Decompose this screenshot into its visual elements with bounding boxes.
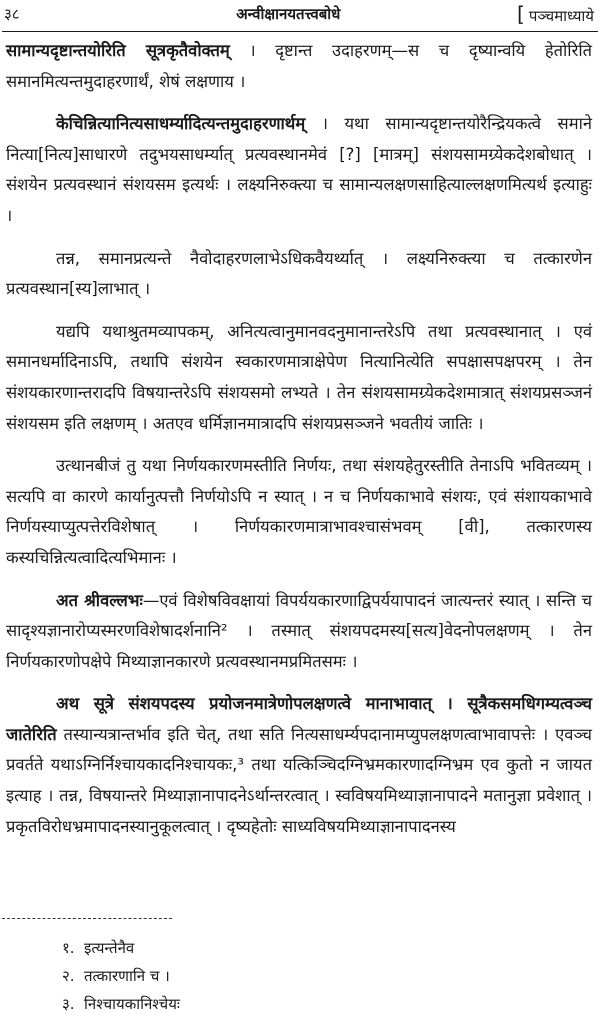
paragraph-text: उत्थानबीजं तु यथा निर्णयकारणमस्तीति निर्णयः, तथा संशयहेतुरस्तीति तेनाऽपि भवितव्यम् । सत्यपि वा कारणे कार्यानुत्पत्तौ निर्णयोऽपि न स्यात् । न च निर्णयकाभावे संशयः, एवं संशायकाभावे निर्णयस्याप्युत्पत्तेरविशेषात् । निर्णयकारणमात्राभावश्चासंभवम् [वी], तत्कारणस्य कस्यचिन्नित्यत्वादित्यभिमानः ।	[6, 456, 592, 567]
footnote-rule	[2, 918, 172, 919]
paragraph-lead: केचिन्नित्यानित्यसाधर्म्यादित्यन्तमुदाहरणार्थम्	[56, 114, 306, 134]
footnote-text: तत्कारणानि च ।	[84, 967, 170, 985]
footnotes	[62, 934, 180, 1018]
footnote-number: २.	[62, 967, 75, 985]
running-title: अन्वीक्षानयतत्त्वबोधे	[236, 5, 341, 23]
paragraph	[6, 244, 592, 305]
paragraph	[6, 317, 592, 439]
main-text	[6, 36, 592, 842]
paragraph-lead: सामान्यदृष्टान्तयोरिति सूत्रकृतैवोक्तम्	[6, 41, 230, 60]
paragraph	[6, 36, 592, 97]
footnote	[62, 934, 180, 962]
paragraph-text: । दृष्टान्त उदाहरणम्—स च दृष्यान्वयि हेतोरिति समानमित्यन्तमुदाहरणार्थं, शेषं लक्षणाय ।	[6, 41, 593, 91]
paragraph	[6, 109, 592, 231]
footnote-text: निश्चायकानिश्चेयः	[84, 995, 180, 1013]
paragraph	[6, 689, 592, 842]
chapter-title-text: पञ्चमाध्याये	[528, 7, 594, 25]
paragraph-text: तस्यान्यत्रान्तर्भाव इति चेत्, तथा सति नित्यसाधर्म्यपदानामप्युपलक्षणत्वाभावापत्तेः । एवञ्च प्रवर्तते यथाऽग्निर्निश्चायकादनिश्चायकः,³ तथा यत्किञ्चिदग्निभ्रमकारणादग्निभ्रम एव कुतो न जायत इत्याह । तन्न, विषयान्तरे मिथ्याज्ञानापादनेऽर्थान्तरत्वात् । स्वविषयमिथ्याज्ञानापादने मतानुज्ञा प्रवेशात् । प्रकृतविरोधभ्रमापादनस्यानुकूलत्वात् । दृष्यहेतोः साध्यविषयमिथ्याज्ञानापादनस्य	[6, 724, 592, 836]
paragraph-lead: अथ सूत्रे संशयपदस्य प्रयोजनमात्रेणोपलक्षणत्वे मानाभावात् । सूत्रैकसमधिगम्यत्वञ्च जातेरिति	[6, 694, 592, 744]
footnote-number: १.	[62, 939, 75, 957]
header-rule	[2, 31, 598, 32]
page-header	[4, 0, 594, 28]
page-number: ३८	[4, 5, 20, 23]
paragraph-text: यद्यपि यथाश्रुतमव्यापकम्, अनित्यत्वानुमानवदनुमानान्तरेऽपि तथा प्रत्यवस्थानात् । एवं समानधर्मादिनाऽपि, तथापि संशयेन स्वकारणमात्राक्षेपेण नित्यानित्येति सपक्षासपक्षपरम् । तेन संशयकारणान्तरादपि विषयान्तरेऽपि संशयसमो लभ्यते । तेन संशयसामग्र्येकदेशमात्रात् संशयप्रसञ्जनं संशयसम इति लक्षणम् । अतएव धर्मिज्ञानमात्रादपि संशयप्रसञ्जने भवतीयं जातिः ।	[6, 321, 592, 433]
paragraph	[6, 451, 592, 573]
footnote	[62, 962, 180, 990]
paragraph-lead: अत श्रीवल्लभः	[56, 590, 143, 610]
footnote-text: इत्यन्तेनैव	[84, 939, 135, 957]
footnote-number: ३.	[62, 995, 75, 1013]
paragraph-text: —एवं विशेषविवक्षायां विपर्ययकारणाद्विपर्ययापादनं जात्यन्तरं स्यात् । सन्ति च सादृश्यज्ञानारोप्यस्मरणविशेषादर्शनानि² । तस्मात् संशयपदमस्य[सत्य]वेदनोपलक्षणम् । तेन निर्णयकारणोपक्षेपे मिथ्याज्ञानकारणे प्रत्यवस्थानमप्रमितसमः ।	[6, 590, 592, 671]
paragraph-text: तन्न, समानप्रत्यन्ते नैवोदाहरणलाभेऽधिकवैयर्थ्यात् । लक्ष्यनिरुक्त्या च तत्कारणेन प्रत्यवस्थान[स्य]लाभात् ।	[6, 248, 592, 299]
footnote	[62, 990, 180, 1018]
paragraph	[6, 586, 592, 678]
paragraph-text: । यथा सामान्यदृष्टान्तयोरैन्द्रियकत्वे समाने नित्या[नित्य]साधारणे तदुभयसाधर्म्यात् प्रत्यवस्थानमेवं [?] [मात्रम्] संशयसामग्र्येकदेशबोधात् । संशयेन प्रत्यवस्थानं संशयसम इत्यर्थः । लक्ष्यनिरुक्त्या च सामान्यलक्षणसाहित्याल्लक्षणमित्यर्थ इत्याहुः ।	[6, 114, 592, 225]
chapter-title: [ पञ्चमाध्याये	[517, 2, 594, 26]
